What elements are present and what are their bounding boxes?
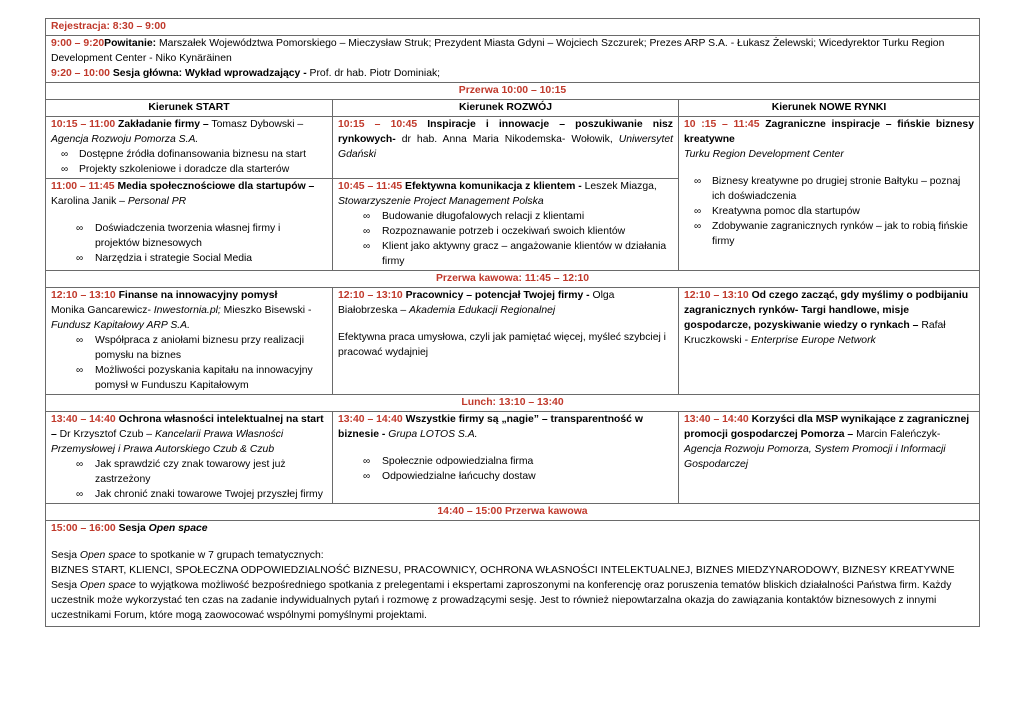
session-title: Media społecznościowe dla startupów – bbox=[114, 181, 315, 192]
session-time: 11:00 – 11:45 bbox=[51, 181, 115, 192]
session-title: Open space bbox=[148, 523, 208, 534]
session-bullets bbox=[51, 333, 327, 393]
infinity-bullet-icon: ∞ bbox=[76, 459, 84, 470]
session-bullets bbox=[51, 457, 327, 502]
infinity-bullet-icon: ∞ bbox=[61, 164, 69, 175]
break-row-2 bbox=[46, 271, 980, 288]
list-item: ∞ Budowanie długofalowych relacji z klientami bbox=[363, 211, 585, 222]
infinity-bullet-icon: ∞ bbox=[363, 471, 371, 482]
list-item: ∞ Społecznie odpowiedzialna firma bbox=[363, 456, 534, 467]
break-row-1 bbox=[46, 83, 980, 100]
session-speaker: Tomasz Dybowski – bbox=[208, 119, 304, 130]
session-speaker: Karolina Janik – bbox=[51, 196, 128, 207]
session-org: Agencja Rozwoju Pomorza, System Promocji i Informacji Gospodarczej bbox=[684, 444, 946, 470]
session-time: 13:40 – 14:40 bbox=[684, 414, 749, 425]
session-row-4 bbox=[46, 412, 980, 504]
session-start-3 bbox=[46, 288, 333, 395]
session-start-4 bbox=[46, 412, 333, 504]
session-time: 10:15 – 11:00 bbox=[51, 119, 116, 130]
open-space-session: 15:00 – 16:00 Sesja Open space Sesja Open space to spotkanie w 7 grupach tematycznych: BIZNES START, KLIENCI, SPOŁECZNA ODPOWIEDZIALNOŚĆ BIZNESU, PRACOWNICY, OCHRONA WŁASNOŚCI INTELEKTUALNEJ, BIZNES MIEDZYNARODOWY, BIZNESY KREATYWNE Sesja Open space to wyjątkowa możliwość bezpośredniego spotkania z prelegentami i ekspertami zaproszonymi na konferencję oraz poruszenia tematów bliskich działalności Państwa firm. Każdy uczestnik może wykorzystać ten czas na zadanie indywidualnych pytań i rozmowę z prowadzącymi sesję. Jest to również niepowtarzalna okazja do zawiązania kontaktów biznesowych z innymi uczestnikami Forum, które mogą zaowocować wspólnymi pomyślnymi projektami. bbox=[46, 521, 980, 627]
session-title: Finanse na innowacyjny pomysł bbox=[115, 290, 278, 301]
list-item: ∞ Współpraca z aniołami biznesu przy realizacji pomysłu na biznes bbox=[76, 335, 305, 361]
session-bullets bbox=[338, 209, 673, 269]
session-speaker: Dr Krzysztof Czub – bbox=[56, 429, 155, 440]
session-org: Stowarzyszenie Project Management Polska bbox=[338, 196, 544, 207]
keynote-line bbox=[51, 66, 974, 81]
session-row-1 bbox=[46, 117, 980, 179]
list-item: ∞ Kreatywna pomoc dla startupów bbox=[694, 206, 860, 217]
break-2: Przerwa kawowa: 11:45 – 12:10 bbox=[46, 271, 980, 288]
infinity-bullet-icon: ∞ bbox=[694, 221, 702, 232]
session-speaker: Marcin Faleńczyk- bbox=[853, 429, 941, 440]
session-title: Korzyści dla MSP wynikające z zagranicznej promocji gospodarczej Pomorza – bbox=[684, 414, 970, 440]
session-rozwoj-4 bbox=[333, 412, 679, 504]
session-row-3 bbox=[46, 288, 980, 395]
keynote-title: Sesja główna: Wykład wprowadzający - bbox=[109, 68, 307, 79]
infinity-bullet-icon: ∞ bbox=[76, 253, 84, 264]
column-header-rozwoj: Kierunek ROZWÓJ bbox=[333, 100, 679, 117]
infinity-bullet-icon: ∞ bbox=[61, 149, 69, 160]
list-item: ∞ Biznesy kreatywne po drugiej stronie Bałtyku – poznaj ich doświadczenia bbox=[694, 176, 961, 202]
session-title: Od czego zacząć, gdy myślimy o podbijaniu zagranicznych rynków- Targi handlowe, misje gospodarcze, pozyskiwanie wiedzy o rynkach – bbox=[684, 290, 969, 331]
keynote-text: Prof. dr hab. Piotr Dominiak; bbox=[306, 68, 441, 79]
session-time: 12:10 – 13:10 bbox=[684, 290, 749, 301]
session-title: Efektywna komunikacja z klientem - bbox=[402, 181, 582, 192]
open-space-row bbox=[46, 521, 980, 627]
open-space-description: Sesja Open space to wyjątkowa możliwość bezpośredniego spotkania z prelegentami i ekspertami zaproszonymi na konferencję oraz poruszenia tematów bliskich działalności Państwa firm. Każdy uczestnik może wykorzystać ten czas na zadanie indywidualnych pytań i rozmowę z prowadzącymi sesję. Jest to również niepowtarzalna okazja do zawiązania kontaktów biznesowych z innymi uczestnikami Forum, które mogą zaowocować wspólnymi pomyślnymi projektami. bbox=[51, 580, 952, 621]
list-item: ∞ Jak chronić znaki towarowe Twojej przyszłej firmy bbox=[76, 489, 323, 500]
session-speaker: Rafał Kruczkowski - bbox=[684, 320, 946, 346]
infinity-bullet-icon: ∞ bbox=[76, 365, 84, 376]
list-item: ∞ Dostępne źródła dofinansowania biznesu na start bbox=[61, 149, 307, 160]
session-nowe-rynki-1 bbox=[679, 117, 980, 271]
session-org: Agencja Rozwoju Pomorza S.A. bbox=[51, 134, 199, 145]
session-rozwoj-2 bbox=[333, 179, 679, 271]
list-item: ∞ Klient jako aktywny gracz – angażowanie klientów w działania firmy bbox=[363, 241, 667, 267]
session-time: 10:45 – 11:45 bbox=[338, 181, 403, 192]
session-org: Akademia Edukacji Regionalnej bbox=[409, 305, 556, 316]
lunch: Lunch: 13:10 – 13:40 bbox=[46, 395, 980, 412]
session-rozwoj-1 bbox=[333, 117, 679, 179]
session-time: 12:10 – 13:10 bbox=[51, 290, 116, 301]
session-nowe-rynki-4 bbox=[679, 412, 980, 504]
session-time: 12:10 – 13:10 bbox=[338, 290, 403, 301]
session-org: Inwestornia.pl; bbox=[153, 305, 221, 316]
session-start-2 bbox=[46, 179, 333, 271]
session-org: Grupa LOTOS S.A. bbox=[385, 429, 478, 440]
session-time: 13:40 – 14:40 bbox=[51, 414, 116, 425]
session-rozwoj-3 bbox=[333, 288, 679, 395]
column-header-nowe-rynki: Kierunek NOWE RYNKI bbox=[679, 100, 980, 117]
list-item: ∞ Możliwości pozyskania kapitału na innowacyjny pomysł w Funduszu Kapitałowym bbox=[76, 365, 313, 391]
break-1: Przerwa 10:00 – 10:15 bbox=[46, 83, 980, 100]
session-org: Fundusz Kapitałowy ARP S.A. bbox=[51, 320, 190, 331]
registration-time: Rejestracja: 8:30 – 9:00 bbox=[51, 21, 166, 32]
break-row-3 bbox=[46, 504, 980, 521]
session-speaker: Leszek Miazga, bbox=[581, 181, 657, 192]
registration-row bbox=[46, 19, 980, 36]
lunch-row bbox=[46, 395, 980, 412]
opening-row bbox=[46, 36, 980, 83]
infinity-bullet-icon: ∞ bbox=[694, 176, 702, 187]
list-item: ∞ Projekty szkoleniowe i doradcze dla starterów bbox=[61, 164, 290, 175]
list-item: ∞ Doświadczenia tworzenia własnej firmy i projektów biznesowych bbox=[76, 223, 281, 249]
welcome-title: Powitanie: bbox=[104, 38, 157, 49]
infinity-bullet-icon: ∞ bbox=[76, 223, 84, 234]
session-org: Turku Region Development Center bbox=[684, 149, 844, 160]
infinity-bullet-icon: ∞ bbox=[363, 211, 371, 222]
session-title: Inspiracje i innowacje – poszukiwanie nisz rynkowych- bbox=[338, 119, 673, 145]
session-bullets bbox=[51, 147, 327, 177]
session-title: Ochrona własności intelektualnej na start – bbox=[51, 414, 324, 440]
session-start-1 bbox=[46, 117, 333, 179]
open-space-intro: Sesja Open space to spotkanie w 7 grupach tematycznych: bbox=[51, 550, 324, 561]
list-item: ∞ Odpowiedzialne łańcuchy dostaw bbox=[363, 471, 536, 482]
session-time: 15:00 – 16:00 bbox=[51, 523, 116, 534]
list-item: ∞ Zdobywanie zagranicznych rynków – jak to robią fińskie firmy bbox=[694, 221, 968, 247]
session-title: Wszystkie firmy są „nagie” – transparentność w biznesie - bbox=[338, 414, 643, 440]
infinity-bullet-icon: ∞ bbox=[76, 335, 84, 346]
session-title: Zakładanie firmy – bbox=[115, 119, 209, 130]
break-3: 14:40 – 15:00 Przerwa kawowa bbox=[46, 504, 980, 521]
session-description: Efektywna praca umysłowa, czyli jak pamiętać więcej, myśleć szybciej i pracować wydajniej bbox=[338, 332, 666, 358]
session-bullets bbox=[338, 454, 673, 484]
infinity-bullet-icon: ∞ bbox=[363, 456, 371, 467]
session-bullets bbox=[684, 174, 974, 249]
welcome-line bbox=[51, 36, 974, 66]
session-speaker: Mieszko Bisewski - bbox=[220, 305, 312, 316]
session-time: 10 :15 – 11:45 bbox=[684, 119, 760, 130]
session-speaker: Olga Białobrzeska – bbox=[338, 290, 615, 316]
session-org: Personal PR bbox=[127, 196, 187, 207]
session-nowe-rynki-3 bbox=[679, 288, 980, 395]
list-item: ∞ Jak sprawdzić czy znak towarowy jest już zastrzeżony bbox=[76, 459, 286, 485]
infinity-bullet-icon: ∞ bbox=[694, 206, 702, 217]
session-org: Kancelarii Prawa Własności Przemysłowej i Prawa Autorskiego Czub & Czub bbox=[51, 429, 284, 455]
session-speaker: dr hab. Anna Maria Nikodemska- Wołowik, bbox=[395, 134, 619, 145]
welcome-time: 9:00 – 9:20 bbox=[51, 38, 105, 49]
agenda-table bbox=[45, 18, 980, 627]
session-time: 10:15 – 10:45 bbox=[338, 119, 418, 130]
session-time: 13:40 – 14:40 bbox=[338, 414, 403, 425]
session-org: Uniwersytet Gdański bbox=[338, 134, 673, 160]
session-title: Zagraniczne inspiracje – fińskie biznesy kreatywne bbox=[684, 119, 974, 145]
open-space-themes: BIZNES START, KLIENCI, SPOŁECZNA ODPOWIEDZIALNOŚĆ BIZNESU, PRACOWNICY, OCHRONA WŁASNOŚCI INTELEKTUALNEJ, BIZNES MIEDZYNARODOWY, BIZNESY KREATYWNE bbox=[51, 565, 955, 576]
keynote-time: 9:20 – 10:00 bbox=[51, 68, 110, 79]
session-bullets bbox=[51, 221, 327, 266]
session-org: Enterprise Europe Network bbox=[750, 335, 876, 346]
infinity-bullet-icon: ∞ bbox=[363, 226, 371, 237]
column-header-row bbox=[46, 100, 980, 117]
session-speaker: Monika Gancarewicz- bbox=[51, 305, 154, 316]
infinity-bullet-icon: ∞ bbox=[363, 241, 371, 252]
list-item: ∞ Rozpoznawanie potrzeb i oczekiwań swoich klientów bbox=[363, 226, 626, 237]
session-title: Pracownicy – potencjał Twojej firmy - bbox=[402, 290, 590, 301]
infinity-bullet-icon: ∞ bbox=[76, 489, 84, 500]
welcome-text: Marszałek Województwa Pomorskiego – Mieczysław Struk; Prezydent Miasta Gdyni – Wojciech Szczurek; Prezes ARP S.A. - Łukasz Żelewski; Wicedyrektor Turku Region Development Center - Niko Kynäräinen bbox=[51, 38, 945, 64]
list-item: ∞ Narzędzia i strategie Social Media bbox=[76, 253, 253, 264]
column-header-start: Kierunek START bbox=[46, 100, 333, 117]
